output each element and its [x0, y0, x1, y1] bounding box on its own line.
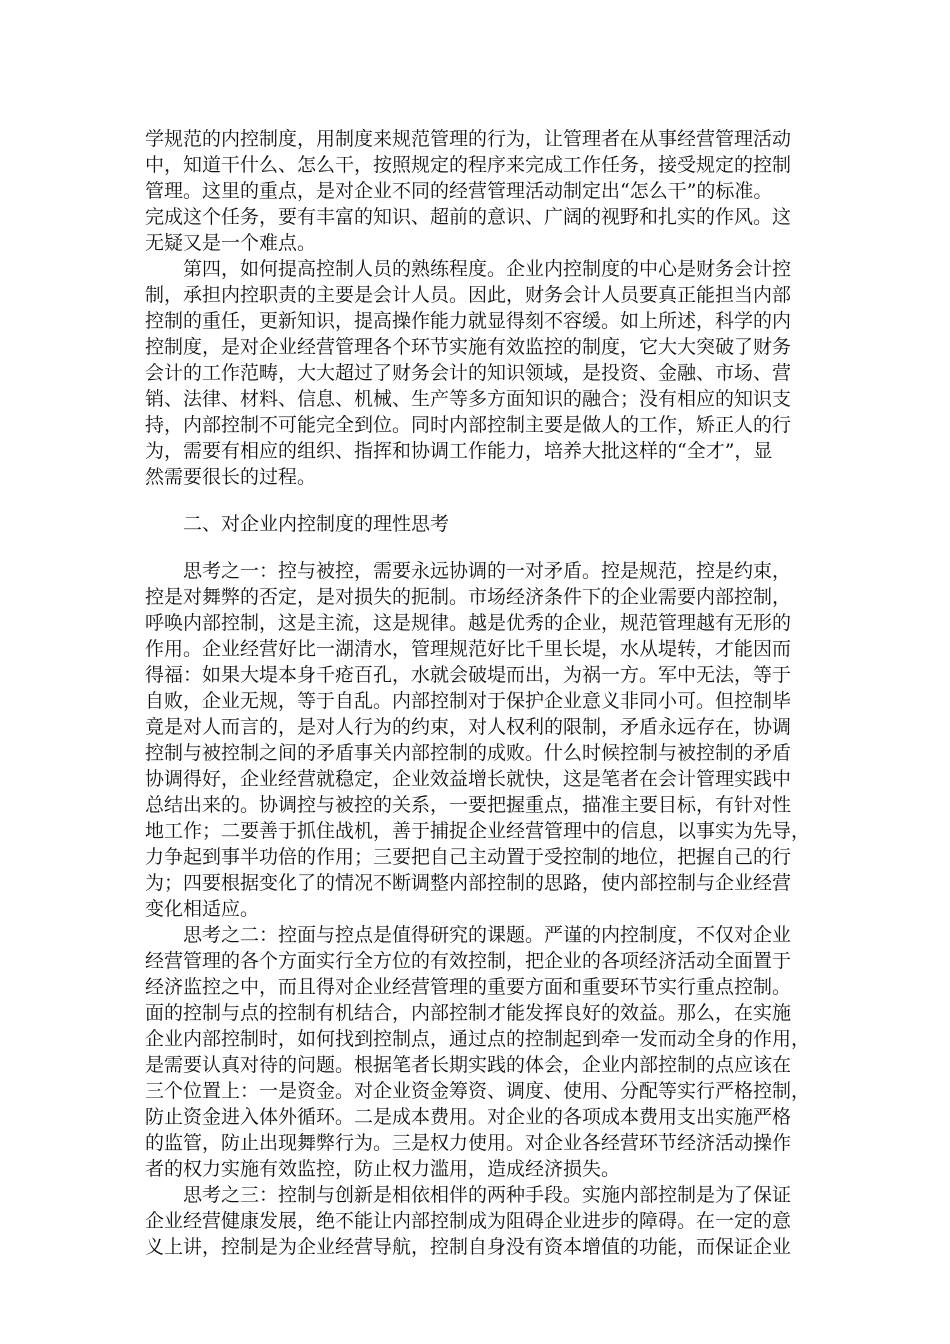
- text-line: 企业内部控制时，如何找到控制点，通过点的控制起到牵一发而动全身的作用，: [145, 1028, 811, 1050]
- text-line: 持，内部控制不可能完全到位。同时内部控制主要是做人的工作，矫正人的行: [145, 414, 792, 436]
- text-line: 控制与被控制之间的矛盾事关内部控制的成败。什么时候控制与被控制的矛盾: [145, 742, 792, 764]
- text-line: 义上讲，控制是为企业经营导航，控制自身没有资本增值的功能，而保证企业: [145, 1236, 792, 1258]
- text-line: 管理。这里的重点，是对企业不同的经营管理活动制定出“怎么干”的标准。: [145, 180, 773, 202]
- text-line: 防止资金进入体外循环。二是成本费用。对企业的各项成本费用支出实施严格: [145, 1106, 792, 1128]
- text-line: 变化相适应。: [145, 898, 260, 920]
- text-line: 总结出来的。协调控与被控的关系，一要把握重点，描准主要目标，有针对性: [145, 794, 792, 816]
- text-line: 作用。企业经营好比一湖清水，管理规范好比千里长堤，水从堤转，才能因而: [145, 638, 792, 660]
- text-line: 为，需要有相应的组织、指挥和协调工作能力，培养大批这样的“全才”，显: [145, 440, 773, 462]
- text-line: 者的权力实施有效监控，防止权力滥用，造成经济损失。: [145, 1158, 621, 1180]
- section-heading: 二、对企业内控制度的理性思考: [145, 513, 450, 535]
- text-line: 为；四要根据变化了的情况不断调整内部控制的思路，使内部控制与企业经营: [145, 872, 792, 894]
- text-line: 会计的工作范畴，大大超过了财务会计的知识领域，是投资、金融、市场、营: [145, 362, 792, 384]
- text-line: 的监管，防止出现舞弊行为。三是权力使用。对企业各经营环节经济活动操作: [145, 1132, 792, 1154]
- text-line: 力争起到事半功倍的作用；三要把自己主动置于受控制的地位，把握自己的行: [145, 846, 792, 868]
- text-line: 销、法律、材料、信息、机械、生产等多方面知识的融合；没有相应的知识支: [145, 388, 792, 410]
- text-line: 思考之三：控制与创新是相依相伴的两种手段。实施内部控制是为了保证: [145, 1184, 792, 1206]
- text-line: 自败，企业无规，等于自乱。内部控制对于保护企业意义非同小可。但控制毕: [145, 690, 792, 712]
- text-line: 控制的重任，更新知识，提高操作能力就显得刻不容缓。如上所述，科学的内: [145, 310, 792, 332]
- text-line: 第四，如何提高控制人员的熟练程度。企业内控制度的中心是财务会计控: [145, 258, 792, 280]
- text-line: 学规范的内控制度，用制度来规范管理的行为，让管理者在从事经营管理活动: [145, 128, 792, 150]
- text-line: 面的控制与点的控制有机结合，内部控制才能发挥良好的效益。那么，在实施: [145, 1002, 792, 1024]
- text-line: 然需要很长的过程。: [145, 466, 317, 488]
- text-line: 制，承担内控职责的主要是会计人员。因此，财务会计人员要真正能担当内部: [145, 284, 792, 306]
- text-line: 思考之一：控与被控，需要永远协调的一对矛盾。控是规范，控是约束，: [145, 560, 792, 582]
- text-line: 思考之二：控面与控点是值得研究的课题。严谨的内控制度，不仅对企业: [145, 924, 792, 946]
- text-line: 协调得好，企业经营就稳定，企业效益增长就快，这是笔者在会计管理实践中: [145, 768, 792, 790]
- text-line: 控制度，是对企业经营管理各个环节实施有效监控的制度，它大大突破了财务: [145, 336, 792, 358]
- text-line: 中，知道干什么、怎么干，按照规定的程序来完成工作任务，接受规定的控制: [145, 154, 792, 176]
- text-line: 完成这个任务，要有丰富的知识、超前的意识、广阔的视野和扎实的作风。这: [145, 206, 792, 228]
- text-line: 竟是对人而言的，是对人行为的约束，对人权利的限制，矛盾永远存在，协调: [145, 716, 792, 738]
- text-line: 是需要认真对待的问题。根据笔者长期实践的体会，企业内部控制的点应该在: [145, 1054, 792, 1076]
- text-line: 控是对舞弊的否定，是对损失的扼制。市场经济条件下的企业需要内部控制，: [145, 586, 792, 608]
- text-line: 呼唤内部控制，这是主流，这是规律。越是优秀的企业，规范管理越有无形的: [145, 612, 792, 634]
- text-line: 地工作；二要善于抓住战机，善于捕捉企业经营管理中的信息，以事实为先导，: [145, 820, 811, 842]
- text-line: 企业经营健康发展，绝不能让内部控制成为阻碍企业进步的障碍。在一定的意: [145, 1210, 792, 1232]
- text-line: 得福：如果大堤本身千疮百孔，水就会破堤而出，为祸一方。军中无法，等于: [145, 664, 792, 686]
- text-line: 经营管理的各个方面实行全方位的有效控制，把企业的各项经济活动全面置于: [145, 950, 792, 972]
- text-line: 经济监控之中，而且得对企业经营管理的重要方面和重要环节实行重点控制。: [145, 976, 792, 998]
- text-line: 无疑又是一个难点。: [145, 232, 317, 254]
- text-line: 三个位置上：一是资金。对企业资金筹资、调度、使用、分配等实行严格控制，: [145, 1080, 811, 1102]
